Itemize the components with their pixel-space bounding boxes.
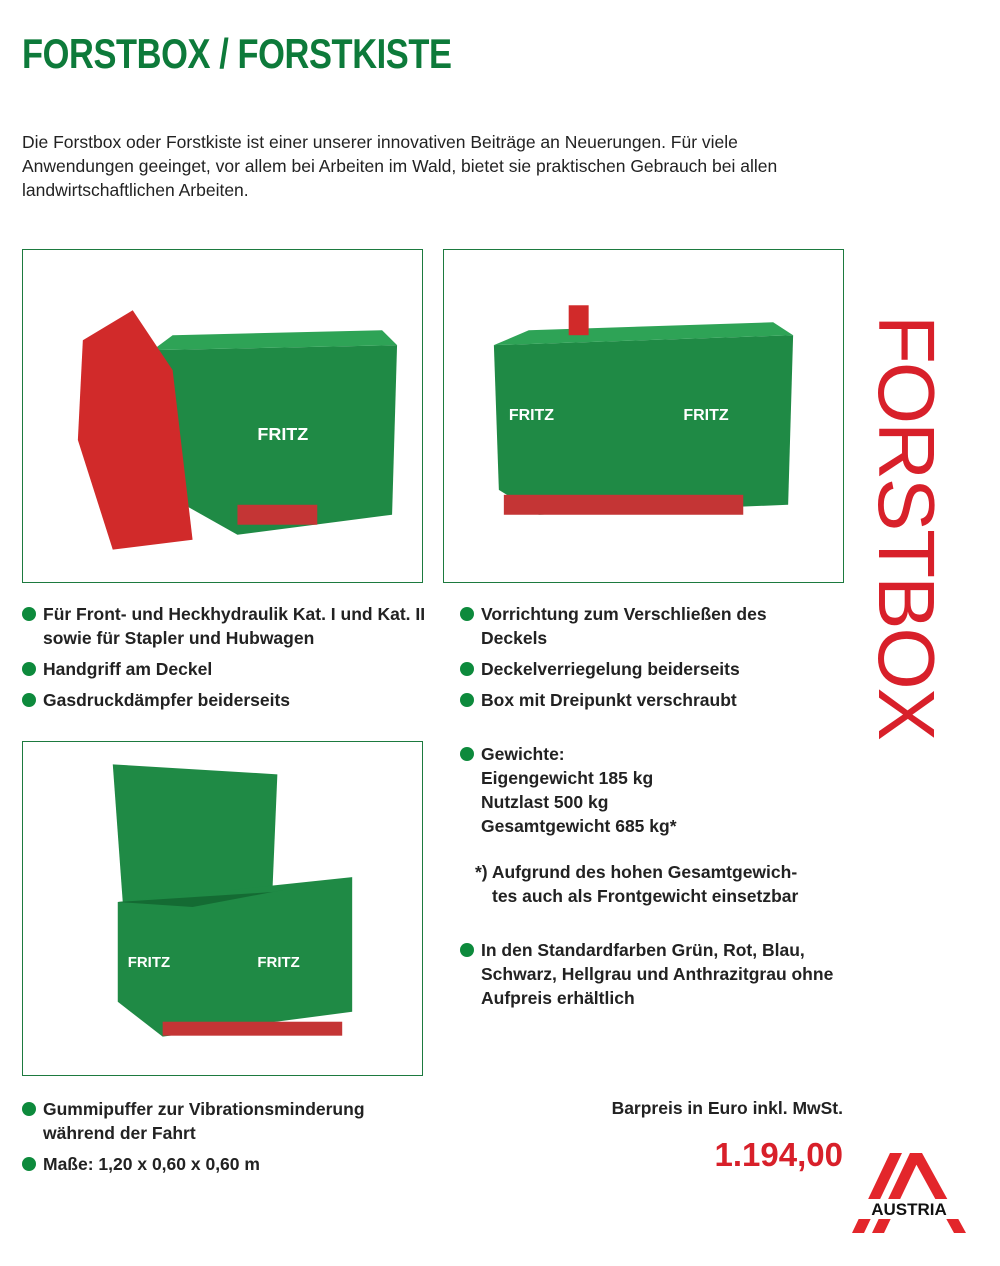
- side-title-text: FORSTBOX: [862, 315, 951, 740]
- feature-text: Gasdruckdämpfer beiderseits: [43, 690, 291, 710]
- weights-label: Gewichte:: [481, 744, 565, 764]
- bullet-icon: [460, 943, 474, 957]
- weight-line: Gesamtgewicht 685 kg*: [481, 816, 677, 836]
- bullet-icon: [22, 607, 36, 621]
- list-item: [22, 1097, 422, 1145]
- feature-text: Deckelverriegelung beiderseits: [481, 659, 740, 679]
- intro-text: Die Forstbox oder Forstkiste ist einer unserer innovativen Beiträge an Neuerungen. Für viele Anwendungen geeinget, vor allem bei Arbeiten im Wald, bietet sie praktischen Gebrauch bei allen landwirtschaftlichen Arbeiten.: [22, 132, 778, 200]
- price-label: Barpreis in Euro inkl. MwSt.: [611, 1098, 843, 1118]
- price: 1.194,00: [714, 1136, 843, 1173]
- feature-text: Gummipuffer zur Vibrationsminderung während der Fahrt: [43, 1099, 365, 1143]
- list-item: [22, 657, 432, 681]
- logo-text: AUSTRIA: [871, 1200, 947, 1219]
- bullet-icon: [460, 607, 474, 621]
- list-item: [460, 742, 860, 766]
- weight-line: Nutzlast 500 kg: [481, 792, 609, 812]
- page-title: FORSTBOX / FORSTKISTE: [22, 30, 452, 77]
- feature-text: Handgriff am Deckel: [43, 659, 213, 679]
- bullet-icon: [22, 1157, 36, 1171]
- bullet-icon: [22, 693, 36, 707]
- colors-note: In den Standardfarben Grün, Rot, Blau, Schwarz, Hellgrau und Anthrazitgrau ohne Aufpreis erhältlich: [481, 940, 834, 1008]
- brand-label: FRITZ: [257, 953, 300, 971]
- feature-text: Box mit Dreipunkt verschraubt: [481, 690, 737, 710]
- features-bottom: [22, 1097, 422, 1183]
- feature-text: Für Front- und Heckhydraulik Kat. I und Kat. II sowie für Stapler und Hubwagen: [43, 604, 426, 648]
- footnote-line: tes auch als Frontgewicht einsetzbar: [492, 886, 799, 906]
- list-item: [460, 938, 861, 1010]
- product-image-side-hitch: [22, 249, 423, 583]
- list-item: [460, 602, 820, 650]
- brand-label: FRITZ: [257, 423, 309, 444]
- weights-section: [460, 742, 860, 1017]
- bullet-icon: [460, 693, 474, 707]
- bullet-icon: [460, 747, 474, 761]
- product-image-front: [443, 249, 844, 583]
- list-item: [22, 602, 432, 650]
- features-left: [22, 602, 432, 719]
- side-title: [862, 315, 951, 755]
- list-item: [460, 657, 820, 681]
- bullet-icon: [22, 1102, 36, 1116]
- feature-text: Vorrichtung zum Verschließen des Deckels: [481, 604, 767, 648]
- list-item: [22, 688, 432, 712]
- list-item: [460, 688, 820, 712]
- bullet-icon: [460, 662, 474, 676]
- brand-label: FRITZ: [508, 406, 555, 424]
- austria-logo: [850, 1145, 968, 1235]
- brand-label: FRITZ: [127, 953, 171, 971]
- bullet-icon: [22, 662, 36, 676]
- footnote-line: *) Aufgrund des hohen Gesamtgewich-: [475, 862, 798, 882]
- list-item: [22, 1152, 422, 1176]
- product-image-open: [22, 741, 423, 1076]
- feature-text: Maße: 1,20 x 0,60 x 0,60 m: [43, 1154, 260, 1174]
- features-right: [460, 602, 820, 719]
- brand-label: FRITZ: [683, 406, 729, 424]
- weight-line: Eigengewicht 185 kg: [481, 768, 654, 788]
